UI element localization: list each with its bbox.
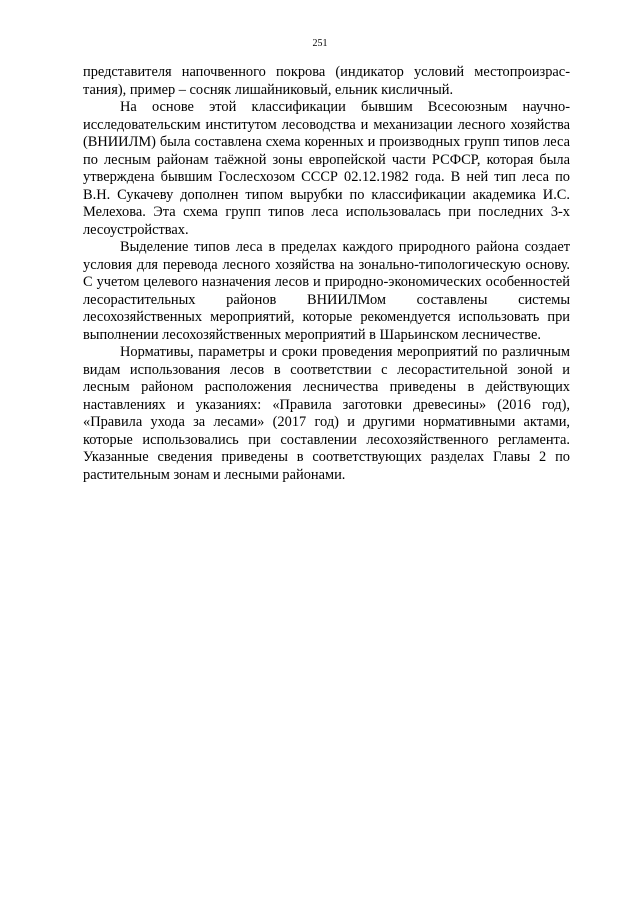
paragraph-2: На основе этой классификации бывшим Всесоюзным научно-исследовательским институтом лесоводства и механизации лесного хозяйства (ВНИИЛМ) была составлена схема коренных и производных групп типов леса по лесным районам таёжной зоны европейской части РСФСР, которая была утверждена бывшим Гослесхозом СССР 02.12.1982 года. В ней тип леса по В.Н. Сукачеву дополнен типом вырубки по классификации академика И.С. Мелехова. Эта схема групп типов леса использовалась при последних 3-х лесоустройствах. [83, 99, 570, 238]
paragraph-3: Выделение типов леса в пределах каждого природного района создает условия для перевода лесного хозяйства на зонально-типологическую основу. С учетом целевого назначения лесов и природно-экономических особенностей лесорастительных районов ВНИИЛМом составлены системы лесохозяйственных мероприятий, которые рекомендуется использовать при выполнении лесохозяйственных мероприятий в Шарьинском лесничестве. [83, 239, 570, 343]
paragraph-4: Нормативы, параметры и сроки проведения мероприятий по различным видам использования лесов в соответствии с лесорастительной зоной и лесным районом расположения лесничества приведены в действующих наставлениях и указаниях: «Правила заготовки древесины» (2016 год), «Правила ухода за лесами» (2017 год) и другими нормативными актами, которые использовались при составлении лесохозяйственного регламента. Указанные сведения приведены в соответствующих разделах Главы 2 по растительным зонам и лесными районами. [83, 344, 570, 483]
page-number: 251 [312, 38, 328, 49]
body-text [83, 64, 570, 484]
paragraph-1: представителя напочвенного покрова (индикатор условий местопроизрастания), пример – сосняк лишайниковый, ельник кисличный. [83, 64, 570, 98]
